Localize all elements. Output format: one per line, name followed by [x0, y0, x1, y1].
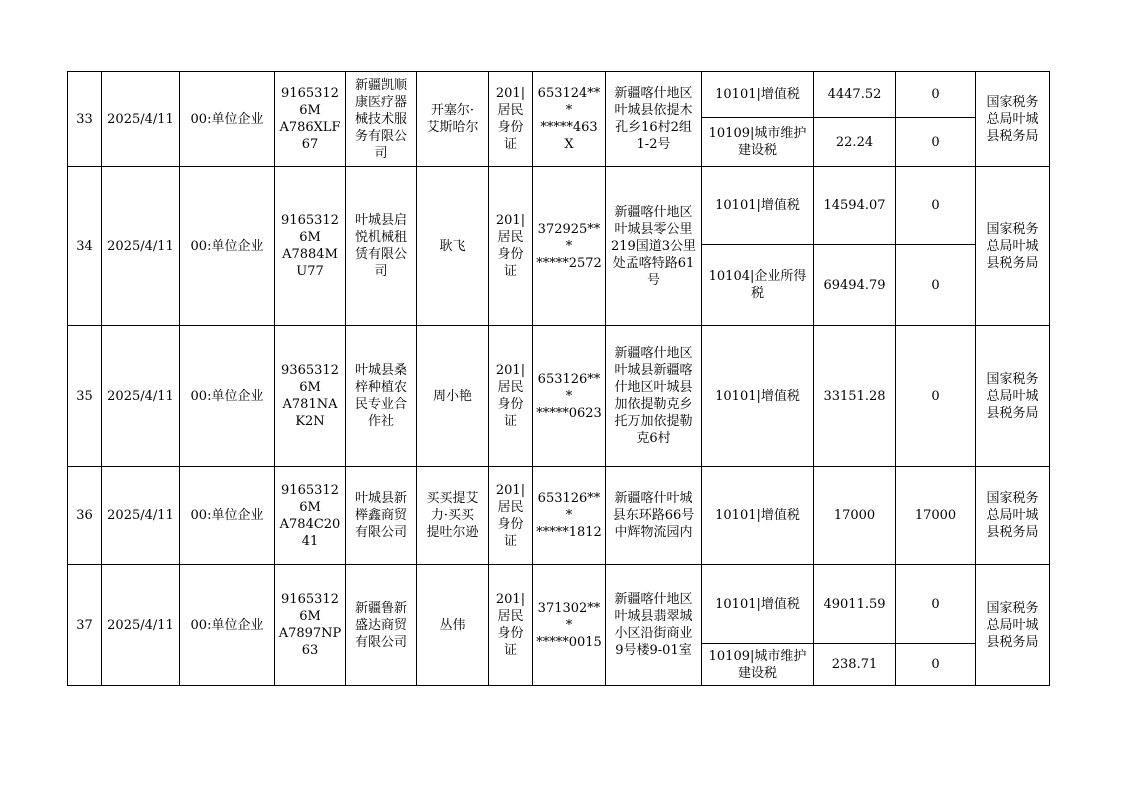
tax-item-cell: 10109|城市维护 建设税: [702, 644, 814, 686]
id-type-cell: 201| 居民 身份 证: [489, 565, 533, 686]
tax-amount-cell: 4447.52: [814, 72, 896, 118]
credit-code-cell: 91653126M A7884MU77: [275, 167, 346, 326]
tax-authority-cell: 国家税务 总局叶城 县税务局: [976, 72, 1050, 167]
company-name-cell: 叶城县新 榉鑫商贸 有限公司: [346, 467, 417, 565]
current-amount-cell: 0: [896, 326, 976, 467]
date-cell: 2025/4/11: [102, 326, 180, 467]
tax-amount-cell: 17000: [814, 467, 896, 565]
tax-amount-cell: 33151.28: [814, 326, 896, 467]
id-type-cell: 201| 居民 身份 证: [489, 167, 533, 326]
tax-authority-cell: 国家税务 总局叶城 县税务局: [976, 326, 1050, 467]
legal-person-cell: 丛伟: [417, 565, 489, 686]
taxpayer-type-cell: 00:单位企业: [180, 565, 275, 686]
tax-amount-cell: 22.24: [814, 118, 896, 167]
credit-code-cell: 91653126M A786XLF67: [275, 72, 346, 167]
company-name-cell: 新疆鲁新 盛达商贸 有限公司: [346, 565, 417, 686]
legal-person-cell: 开塞尔· 艾斯哈尔: [417, 72, 489, 167]
table-row: [68, 565, 1050, 644]
current-amount-cell: 0: [896, 644, 976, 686]
id-type-cell: 201| 居民 身份 证: [489, 326, 533, 467]
address-cell: 新疆喀什地区 叶城县翡翠城 小区沿街商业 9号楼9-01室: [606, 565, 702, 686]
tax-item-cell: 10104|企业所得 税: [702, 245, 814, 326]
company-name-cell: 叶城县启 悦机械租 赁有限公 司: [346, 167, 417, 326]
tax-item-cell: 10101|增值税: [702, 565, 814, 644]
current-amount-cell: 0: [896, 565, 976, 644]
tax-amount-cell: 14594.07: [814, 167, 896, 245]
seq-cell: 35: [68, 326, 102, 467]
taxpayer-type-cell: 00:单位企业: [180, 167, 275, 326]
company-name-cell: 叶城县桑 梓种植农 民专业合 作社: [346, 326, 417, 467]
tax-arrears-table: [67, 71, 1050, 686]
current-amount-cell: 17000: [896, 467, 976, 565]
table-row: [68, 167, 1050, 245]
tax-item-cell: 10101|增值税: [702, 467, 814, 565]
taxpayer-type-cell: 00:单位企业: [180, 326, 275, 467]
address-cell: 新疆喀什地区 叶城县新疆喀 什地区叶城县 加依提勒克乡 托万加依提勒 克6村: [606, 326, 702, 467]
id-number-cell: 371302*** *****0015: [533, 565, 606, 686]
current-amount-cell: 0: [896, 245, 976, 326]
date-cell: 2025/4/11: [102, 565, 180, 686]
table-row: [68, 326, 1050, 467]
date-cell: 2025/4/11: [102, 167, 180, 326]
address-cell: 新疆喀什地区 叶城县零公里 219国道3公里 处孟喀特路61 号: [606, 167, 702, 326]
table-row: [68, 72, 1050, 118]
current-amount-cell: 0: [896, 167, 976, 245]
taxpayer-type-cell: 00:单位企业: [180, 467, 275, 565]
tax-amount-cell: 49011.59: [814, 565, 896, 644]
tax-authority-cell: 国家税务 总局叶城 县税务局: [976, 467, 1050, 565]
credit-code-cell: 91653126M A784C2041: [275, 467, 346, 565]
id-type-cell: 201| 居民 身份 证: [489, 72, 533, 167]
id-number-cell: 372925*** *****2572: [533, 167, 606, 326]
date-cell: 2025/4/11: [102, 72, 180, 167]
legal-person-cell: 耿飞: [417, 167, 489, 326]
tax-item-cell: 10101|增值税: [702, 167, 814, 245]
id-number-cell: 653126*** *****0623: [533, 326, 606, 467]
id-type-cell: 201| 居民 身份 证: [489, 467, 533, 565]
legal-person-cell: 周小艳: [417, 326, 489, 467]
current-amount-cell: 0: [896, 72, 976, 118]
legal-person-cell: 买买提艾 力·买买 提吐尔逊: [417, 467, 489, 565]
address-cell: 新疆喀什地区 叶城县依提木 孔乡16村2组 1-2号: [606, 72, 702, 167]
id-number-cell: 653124*** *****463X: [533, 72, 606, 167]
table-row: [68, 467, 1050, 565]
tax-item-cell: 10109|城市维护 建设税: [702, 118, 814, 167]
seq-cell: 33: [68, 72, 102, 167]
date-cell: 2025/4/11: [102, 467, 180, 565]
credit-code-cell: 91653126M A7897NP63: [275, 565, 346, 686]
company-name-cell: 新疆凯顺 康医疗器 械技术服 务有限公 司: [346, 72, 417, 167]
seq-cell: 34: [68, 167, 102, 326]
id-number-cell: 653126*** *****1812: [533, 467, 606, 565]
tax-amount-cell: 238.71: [814, 644, 896, 686]
address-cell: 新疆喀什叶城 县东环路66号 中辉物流园内: [606, 467, 702, 565]
tax-amount-cell: 69494.79: [814, 245, 896, 326]
seq-cell: 37: [68, 565, 102, 686]
tax-authority-cell: 国家税务 总局叶城 县税务局: [976, 565, 1050, 686]
tax-authority-cell: 国家税务 总局叶城 县税务局: [976, 167, 1050, 326]
current-amount-cell: 0: [896, 118, 976, 167]
tax-item-cell: 10101|增值税: [702, 72, 814, 118]
credit-code-cell: 93653126M A781NAK2N: [275, 326, 346, 467]
taxpayer-type-cell: 00:单位企业: [180, 72, 275, 167]
seq-cell: 36: [68, 467, 102, 565]
tax-item-cell: 10101|增值税: [702, 326, 814, 467]
